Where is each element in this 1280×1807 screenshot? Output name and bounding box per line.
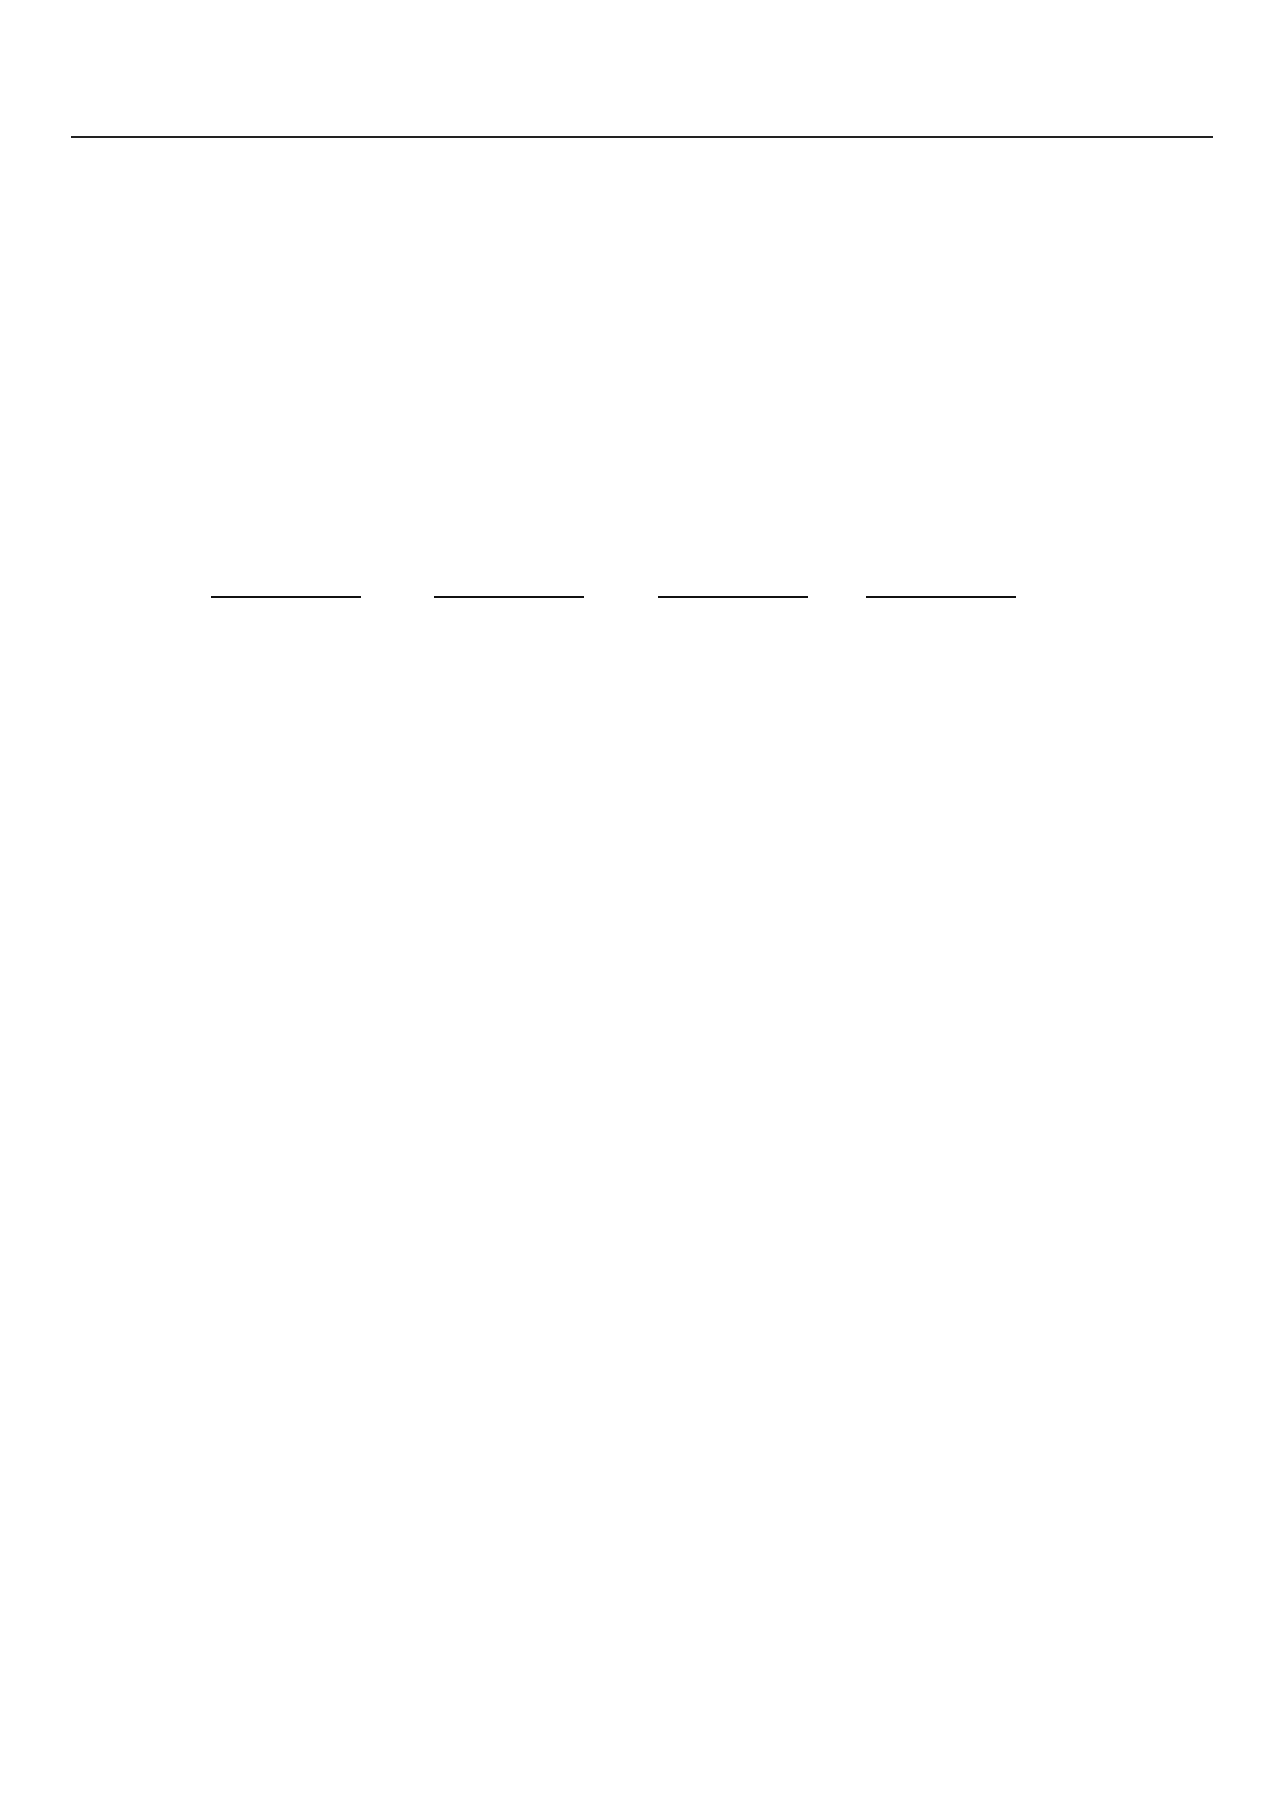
header-rule: [71, 136, 1213, 138]
name-blank[interactable]: [658, 596, 808, 598]
student-info-fields: [211, 564, 1091, 606]
score-blank[interactable]: [866, 596, 1016, 598]
name-field: [658, 564, 808, 604]
student-id-field: [434, 564, 584, 604]
class-field: [211, 564, 361, 604]
class-blank[interactable]: [211, 596, 361, 598]
student-id-blank[interactable]: [434, 596, 584, 598]
score-field: [866, 564, 1016, 604]
